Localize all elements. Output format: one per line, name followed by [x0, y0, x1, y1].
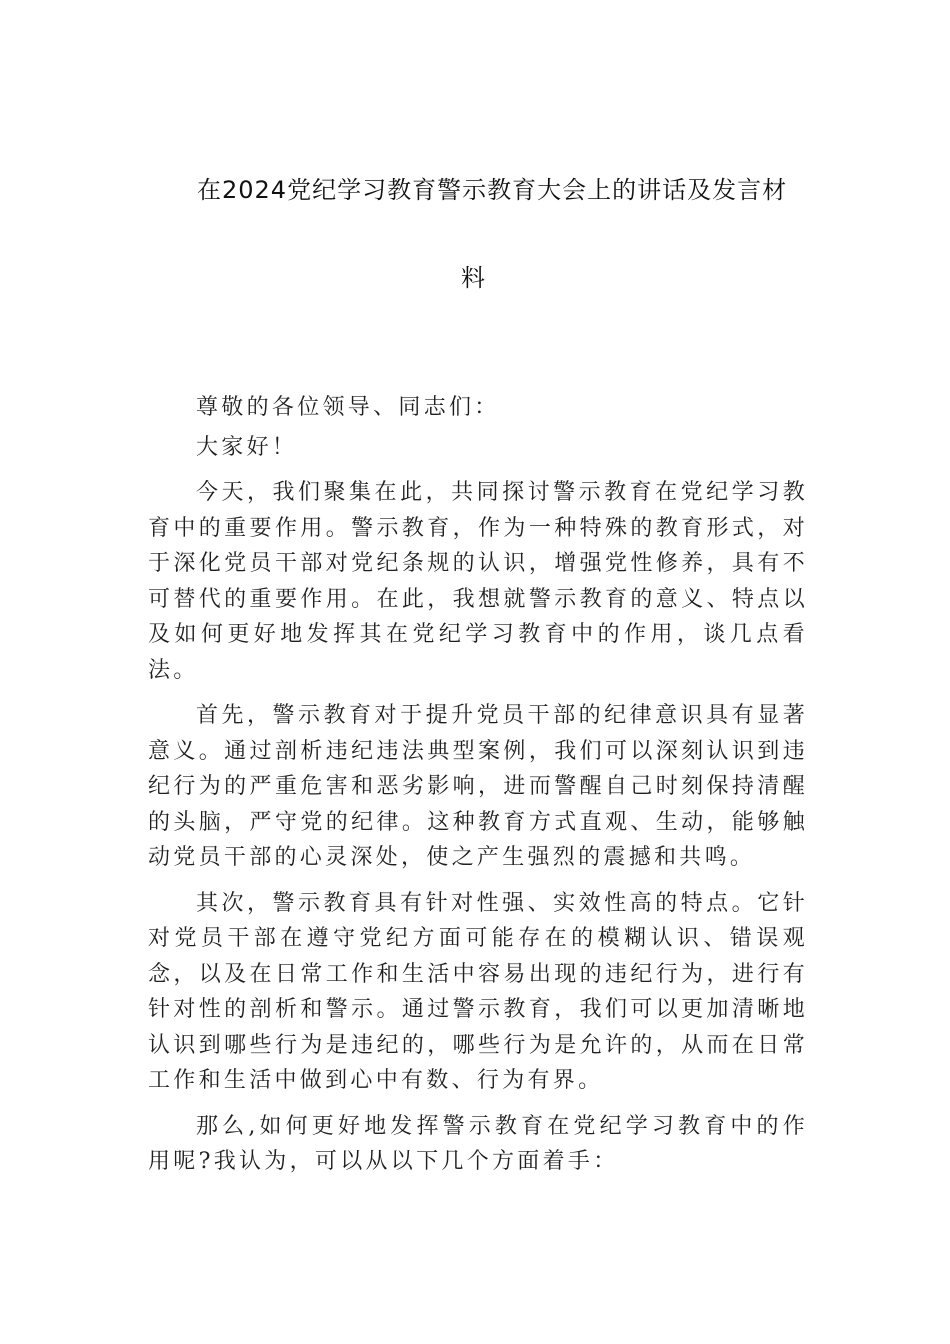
paragraph: 首先，警示教育对于提升党员干部的纪律意识具有显著意义。通过剖析违纪违法典型案例，我们可以深刻认识到违纪行为的严重危害和恶劣影响，进而警醒自己时刻保持清醒的头脑，严守党的纪律。这种教育方式直观、生动，能够触动党员干部的心灵深处，使之产生强烈的震撼和共鸣。 — [148, 703, 808, 870]
paragraph: 其次，警示教育具有针对性强、实效性高的特点。它针对党员干部在遵守党纪方面可能存在的模糊认识、错误观念，以及在日常工作和生活中容易出现的违纪行为，进行有针对性的剖析和警示。通过警示教育，我们可以更加清晰地认识到哪些行为是违纪的，哪些行为是允许的，从而在日常工作和生活中做到心中有数、行为有界。 — [148, 890, 808, 1093]
document-body — [148, 390, 808, 1180]
document-title-line1: 在2024党纪学习教育警示教育大会上的讲话及发言材 — [197, 176, 788, 204]
paragraph: 那么,如何更好地发挥警示教育在党纪学习教育中的作用呢?我认为，可以从以下几个方面着手： — [148, 1113, 808, 1174]
paragraph: 今天，我们聚集在此，共同探讨警示教育在党纪学习教育中的重要作用。警示教育，作为一种特殊的教育形式，对于深化党员干部对党纪条规的认识，增强党性修养，具有不可替代的重要作用。在此，我想就警示教育的意义、特点以及如何更好地发挥其在党纪学习教育中的作用，谈几点看法。 — [148, 480, 808, 683]
greeting: 大家好！ — [196, 434, 298, 460]
document-title-line2: 料 — [461, 264, 486, 292]
salutation: 尊敬的各位领导、同志们： — [196, 395, 500, 420]
